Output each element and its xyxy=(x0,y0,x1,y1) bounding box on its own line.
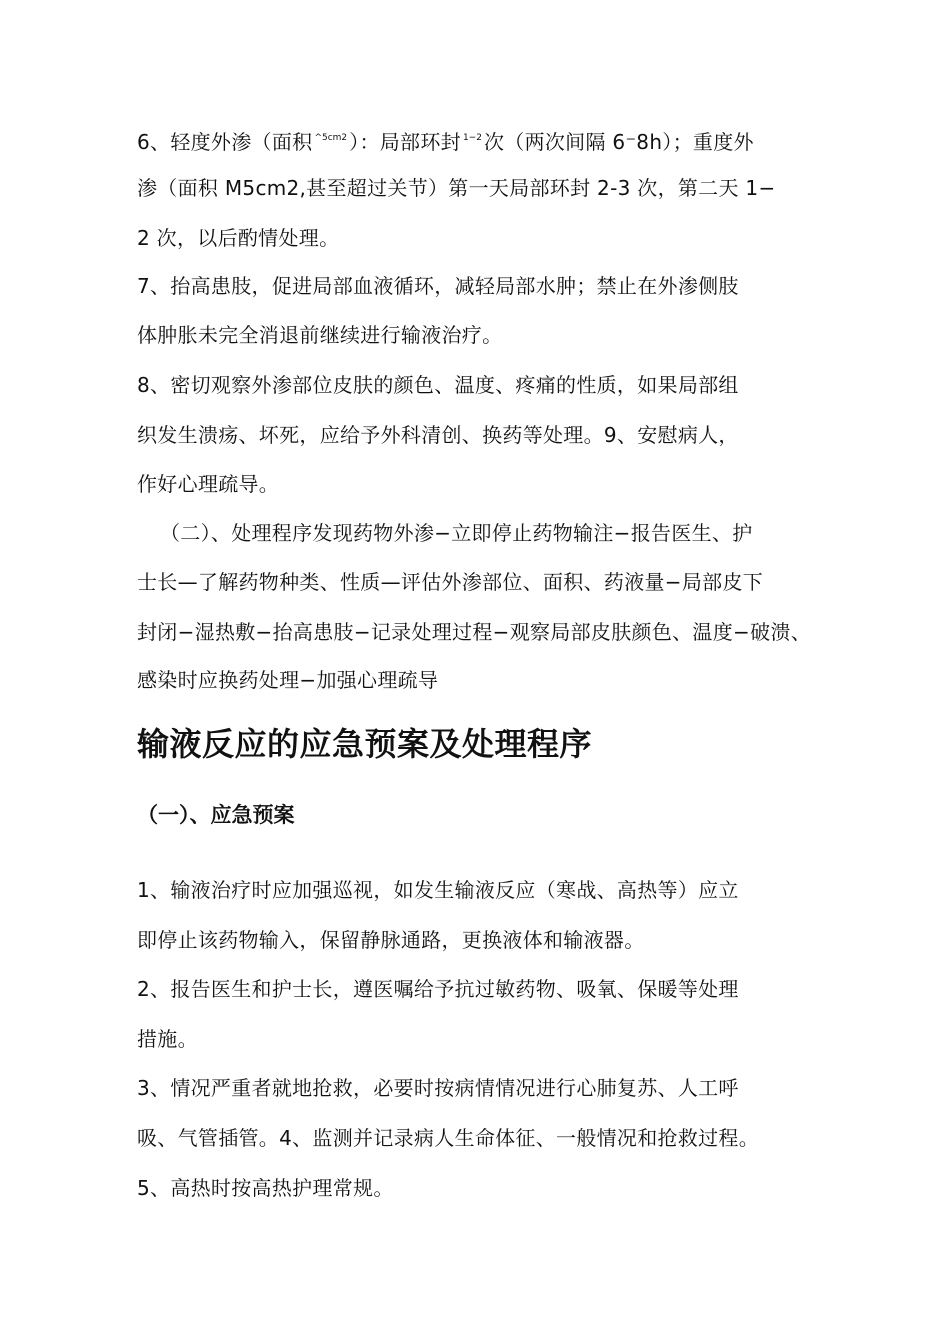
text-line xyxy=(137,124,754,156)
text-line: 即停止该药物输入，保留静脉通路，更换液体和输液器。 xyxy=(137,928,645,952)
text-line: 7、抬高患肢，促进局部血液循环，减轻局部水肿；禁止在外渗侧肢 xyxy=(137,274,739,298)
section-subtitle: （一）、应急预案 xyxy=(137,803,295,827)
text-line: 1、输液治疗时应加强巡视，如发生输液反应（寒战、高热等）应立 xyxy=(137,878,739,902)
superscript: ^5cm2 xyxy=(314,133,348,143)
text-line: 织发生溃疡、坏死，应给予外科清创、换药等处理。9、安慰病人， xyxy=(137,423,739,447)
text-fragment: ）：局部环封 xyxy=(349,130,461,154)
text-line: 2 次，以后酌情处理。 xyxy=(137,226,340,250)
text-line: 体肿胀未完全消退前继续进行输液治疗。 xyxy=(137,323,503,347)
text-line: 2、报告医生和护士长，遵医嘱给予抗过敏药物、吸氧、保暖等处理 xyxy=(137,977,739,1001)
text-line: 吸、气管插管。4、监测并记录病人生命体征、一般情况和抢救过程。 xyxy=(137,1126,760,1150)
section-title: 输液反应的应急预案及处理程序 xyxy=(137,725,593,763)
text-line: 渗（面积 M5cm2,甚至超过关节）第一天局部环封 2-3 次，第二天 1− xyxy=(137,176,776,200)
text-line: 封闭−湿热敷−抬高患肢−记录处理过程−观察局部皮肤颜色、温度−破溃、 xyxy=(137,620,811,644)
text-line: 士长—了解药物种类、性质—评估外渗部位、面积、药液量−局部皮下 xyxy=(137,570,764,594)
text-fragment: 次（两次间隔 6⁻8h）；重度外 xyxy=(483,130,754,154)
text-line: 感染时应换药处理−加强心理疏导 xyxy=(137,668,439,692)
text-line: （二）、处理程序发现药物外渗−立即停止药物输注−报告医生、护 xyxy=(160,521,753,545)
text-line: 措施。 xyxy=(137,1027,198,1051)
superscript: 1−2 xyxy=(462,133,482,143)
text-line: 5、高热时按高热护理常规。 xyxy=(137,1176,394,1200)
text-fragment: 6、轻度外渗（面积 xyxy=(137,130,313,154)
text-line: 8、密切观察外渗部位皮肤的颜色、温度、疼痛的性质，如果局部组 xyxy=(137,373,739,397)
text-line: 3、情况严重者就地抢救，必要时按病情情况进行心肺复苏、人工呼 xyxy=(137,1076,739,1100)
text-line: 作好心理疏导。 xyxy=(137,472,280,496)
